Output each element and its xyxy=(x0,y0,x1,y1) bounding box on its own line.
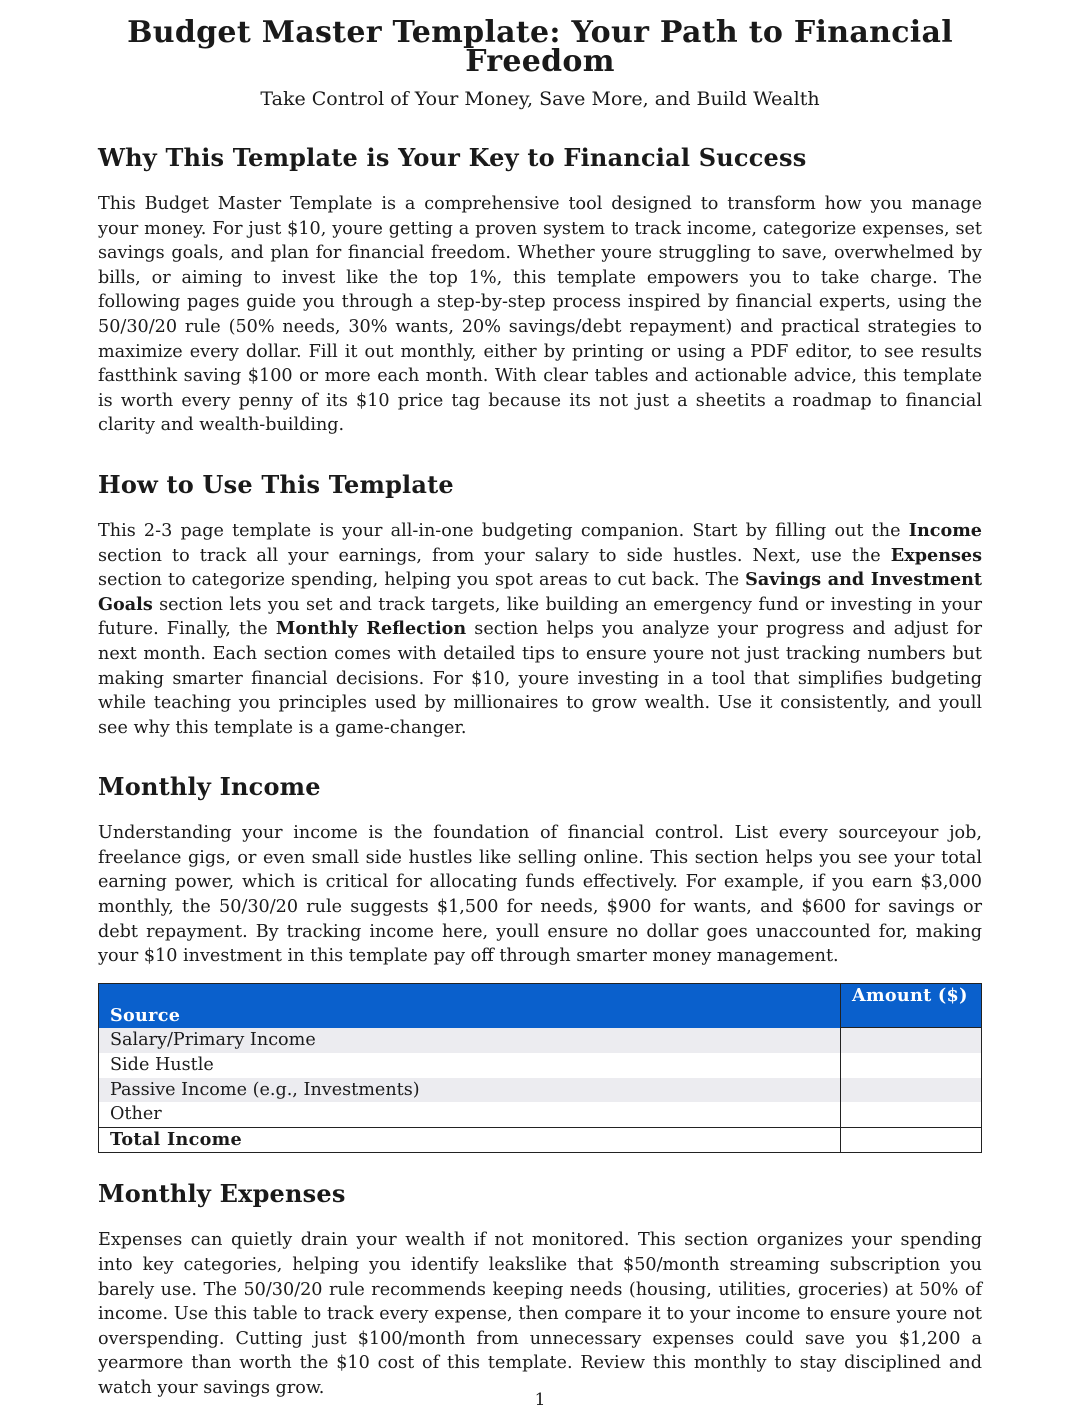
section-heading-expenses: Monthly Expenses xyxy=(98,1179,346,1209)
income-total-amount-cell[interactable] xyxy=(841,1127,982,1153)
income-amount-cell[interactable] xyxy=(841,1102,982,1127)
income-total-label: Total Income xyxy=(99,1127,841,1153)
how-bold-expenses: Expenses xyxy=(890,544,982,566)
page-number: 1 xyxy=(534,1390,546,1410)
income-table xyxy=(98,983,982,1153)
income-total-row xyxy=(99,1127,982,1153)
section-heading-why: Why This Template is Your Key to Financial Success xyxy=(98,143,807,172)
income-header-amount: Amount ($) xyxy=(841,983,982,1028)
income-amount-cell[interactable] xyxy=(841,1028,982,1053)
how-text-5: section helps you analyze your progress and adjust for next month. Each section comes with detailed tips to ensure youre not just tracking numbers but making smarter financial decisions. For $10, youre investing in a tool that simplifies budgeting while teaching you principles used by millionaires to grow wealth. Use it consistently, and youll see why this template is a game-changer. xyxy=(98,619,982,738)
how-bold-monthly-reflection: Monthly Reflection xyxy=(275,618,467,640)
document-subtitle: Take Control of Your Money, Save More, and Build Wealth xyxy=(260,88,820,110)
table-row xyxy=(99,1028,982,1053)
income-amount-cell[interactable] xyxy=(841,1078,982,1103)
section-body-how-to-use xyxy=(98,519,982,740)
table-row xyxy=(99,1102,982,1127)
how-text-2: section to track all your earnings, from your salary to side hustles. Next, use the xyxy=(98,545,891,566)
section-body-why: This Budget Master Template is a comprehensive tool designed to transform how you manage your money. For just $10, youre getting a proven system to track income, categorize expenses, set savings goals, and plan for financial freedom. Whether youre struggling to save, overwhelmed by bills, or aiming to invest like the top 1%, this template empowers you to take charge. The following pages guide you through a step-by-step process inspired by financial experts, using the 50/30/20 rule (50% needs, 30% wants, 20% savings/debt repayment) and practical strategies to maximize every dollar. Fill it out monthly, either by printing or using a PDF editor, to see results fastthink saving $100 or more each month. With clear tables and actionable advice, this template is worth every penny of its $10 price tag because its not just a sheetits a roadmap to financial clarity and wealth-building. xyxy=(98,194,982,436)
income-source-cell: Salary/Primary Income xyxy=(99,1028,841,1053)
section-heading-income: Monthly Income xyxy=(98,772,321,802)
income-amount-cell[interactable] xyxy=(841,1053,982,1078)
section-body-income: Understanding your income is the foundation of financial control. List every sourceyour job, freelance gigs, or even small side hustles like selling online. This section helps you see your total earning power, which is critical for allocating funds effectively. For example, if you earn $3,000 monthly, the 50/30/20 rule suggests $1,500 for needs, $900 for wants, and $600 for savings or debt repayment. By tracking income here, youll ensure no dollar goes unaccounted for, making your $10 investment in this template pay off through smarter money management. xyxy=(98,823,982,967)
income-table-header-row xyxy=(99,983,982,1028)
document-page xyxy=(98,0,982,1400)
document-title: Budget Master Template: Your Path to Financial Freedom xyxy=(127,15,953,79)
income-source-cell: Side Hustle xyxy=(110,1054,214,1075)
table-row xyxy=(99,1078,982,1103)
how-text-3: section to categorize spending, helping you spot areas to cut back. The xyxy=(98,570,746,591)
income-source-cell: Passive Income (e.g., Investments) xyxy=(99,1078,841,1103)
how-text-1: This 2-3 page template is your all-in-one budgeting companion. Start by filling out the xyxy=(98,520,909,541)
how-bold-savings-goals: Savings and Investment Goals xyxy=(98,569,982,615)
section-body-expenses: Expenses can quietly drain your wealth if not monitored. This section organizes your spending into key categories, helping you identify leakslike that $50/month streaming subscription you barely use. The 50/30/20 rule recommends keeping needs (housing, utilities, groceries) at 50% of income. Use this table to track every expense, then compare it to your income to ensure youre not overspending. Cutting just $100/month from unnecessary expenses could save you $1,200 a yearmore than worth the $10 cost of this template. Review this monthly to stay disciplined and watch your savings grow. xyxy=(98,1230,982,1398)
how-text-4: section lets you set and track targets, like building an emergency fund or investing in your future. Finally, the xyxy=(98,594,982,640)
table-row xyxy=(99,1053,982,1078)
income-source-cell: Other xyxy=(110,1104,162,1125)
how-bold-income: Income xyxy=(908,519,982,541)
section-heading-how-to-use: How to Use This Template xyxy=(98,469,454,499)
income-header-source: Source xyxy=(99,983,841,1028)
